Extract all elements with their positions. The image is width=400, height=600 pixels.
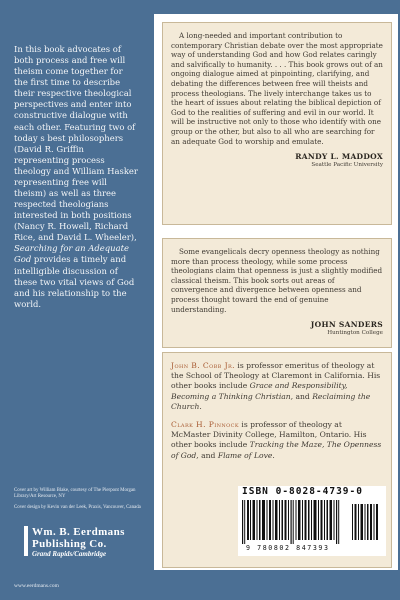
review-box-1 xyxy=(162,22,392,225)
book-title-italic: Searching for an Adequate God xyxy=(14,243,130,265)
publisher-logo xyxy=(22,526,134,559)
cover-art-credit: Cover art by William Blake, courtesy of The Pierpont Morgan Library/Art Resource, NY xyxy=(14,488,136,500)
author-name: Clark H. Pinnock xyxy=(171,420,239,430)
publisher-name-line2: Publishing Co. xyxy=(32,538,107,550)
book-description xyxy=(14,44,138,310)
review-panel xyxy=(154,14,398,570)
publisher-bar-icon xyxy=(24,526,28,556)
cover-design-credit: Cover design by Kevin van der Leek, Praxis, Vancouver, Canada xyxy=(14,505,141,511)
reviewer-affiliation: Seattle Pacific University xyxy=(311,161,383,168)
reviewer-name: JOHN SANDERS xyxy=(310,320,383,330)
review-attribution xyxy=(171,152,383,169)
review-text: A long-needed and important contribution to contemporary Christian debate over the most appropriate way of understanding God and how God relates caringly and salvifically to humanity. . . . This book grows out of an ongoing dialogue aimed at pinpointing, clarifying, and debating the differences between free will theists and process theologians. The lively interchange takes us to the heart of issues about relating the biblical depiction of God to the realities of suffering and evil in our world. It will be instructive not only to those who identify with one group or the other, but also to all who are searching for an adequate God to worship and emulate. xyxy=(171,31,383,146)
barcode-area xyxy=(238,486,386,556)
description-paragraph: In this book advocates of both process and free will theism come together for the first time to describe their respective theological perspectives and enter into constructive dialogue with each other. Featuring two of today s best philosophers (David R. Griffin representing process theology and William Hasker representing free will theism) as well as three respected theologians interested in both positions (Nancy R. Howell, Richard Rice, and David L. Wheeler), Searching for an Adequate God provides a timely and intelligible discussion of these two vital views of God and his relationship to the world. xyxy=(14,44,138,309)
reviewer-name: RANDY L. MADDOX xyxy=(295,152,383,162)
barcode-digits: 9 780802 847393 xyxy=(246,544,330,552)
isbn-label: ISBN 0-8028-4739-0 xyxy=(242,486,363,497)
credits xyxy=(14,488,142,517)
reviewer-affiliation: Huntington College xyxy=(327,329,383,336)
publisher-location: Grand Rapids/Cambridge xyxy=(32,550,107,558)
publisher-name-line1: Wm. B. Eerdmans xyxy=(32,526,125,538)
review-text: Some evangelicals decry openness theology as nothing more than process theology, while some process theologians claim that openness is just a slightly modified classical theism. This book sorts out areas of convergence and divergence between openness and process thought toward the end of genuine understanding. xyxy=(171,247,383,314)
publisher-website: www.eerdmans.com xyxy=(14,583,59,589)
author-bio: Clark H. Pinnock is professor of theology at McMaster Divinity College, Hamilton, Ontario. His other books include Tracking the Maze, The Openness of God, and Flame of Love. xyxy=(171,420,382,460)
review-attribution xyxy=(171,320,383,337)
barcode-icon xyxy=(242,500,380,546)
author-name: John B. Cobb Jr. xyxy=(171,361,235,370)
author-bio: John B. Cobb Jr. is professor emeritus of theology at the School of Theology at Claremont in California. His other books include Grace and Responsibility, Becoming a Thinking Christian, and Reclaiming the Church. xyxy=(171,361,381,411)
review-box-2 xyxy=(162,238,392,348)
